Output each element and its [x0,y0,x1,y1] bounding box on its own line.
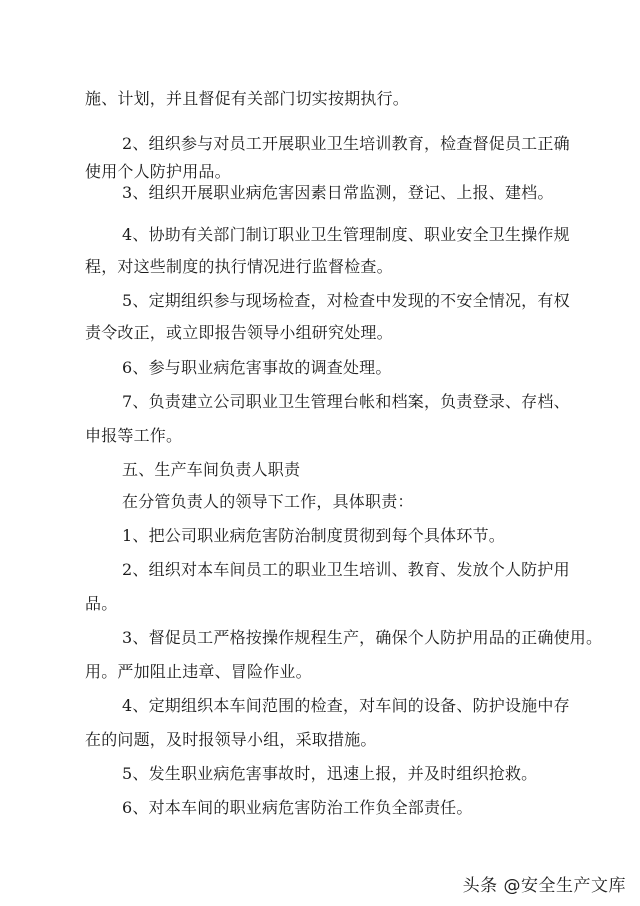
text-line: 用。严加阻止违章、冒险作业。 [85,662,312,681]
text-line: 施、计划，并且督促有关部门切实按期执行。 [85,89,410,108]
text-line: 6、参与职业病危害事故的调查处理。 [122,358,392,377]
text-line: 4、定期组织本车间范围的检查，对车间的设备、防护设施中存 [122,696,570,715]
text-line: 程，对这些制度的执行情况进行监督检查。 [85,257,393,276]
text-line: 3、组织开展职业病危害因素日常监测，登记、上报、建档。 [122,183,554,202]
text-line: 品。 [85,594,118,613]
text-line: 1、把公司职业病危害防治制度贯彻到每个具体环节。 [122,526,505,545]
text-line: 申报等工作。 [85,426,183,445]
text-line: 5、定期组织参与现场检查，对检查中发现的不安全情况，有权 [122,291,570,310]
text-line: 7、负责建立公司职业卫生管理台帐和档案，负责登录、存档、 [122,392,570,411]
text-line: 在分管负责人的领导下工作，具体职责： [122,492,414,511]
text-line: 在的问题，及时报领导小组，采取措施。 [85,730,377,749]
text-line: 2、组织参与对员工开展职业卫生培训教育，检查督促员工正确 [122,134,570,153]
text-line: 使用个人防护用品。 [85,162,231,181]
text-line: 2、组织对本车间员工的职业卫生培训、教育、发放个人防护用 [122,560,570,579]
text-line: 5、发生职业病危害事故时，迅速上报，并及时组织抢救。 [122,764,538,783]
text-line: 4、协助有关部门制订职业卫生管理制度、职业安全卫生操作规 [122,225,570,244]
section-heading: 五、生产车间负责人职责 [122,460,301,479]
text-line: 3、督促员工严格按操作规程生产，确保个人防护用品的正确使用。 [122,628,603,647]
text-line: 6、对本车间的职业病危害防治工作负全部责任。 [122,798,473,817]
watermark-text: 头条 @安全生产文库 [462,876,626,896]
text-line: 责令改正，或立即报告领导小组研究处理。 [85,323,393,342]
